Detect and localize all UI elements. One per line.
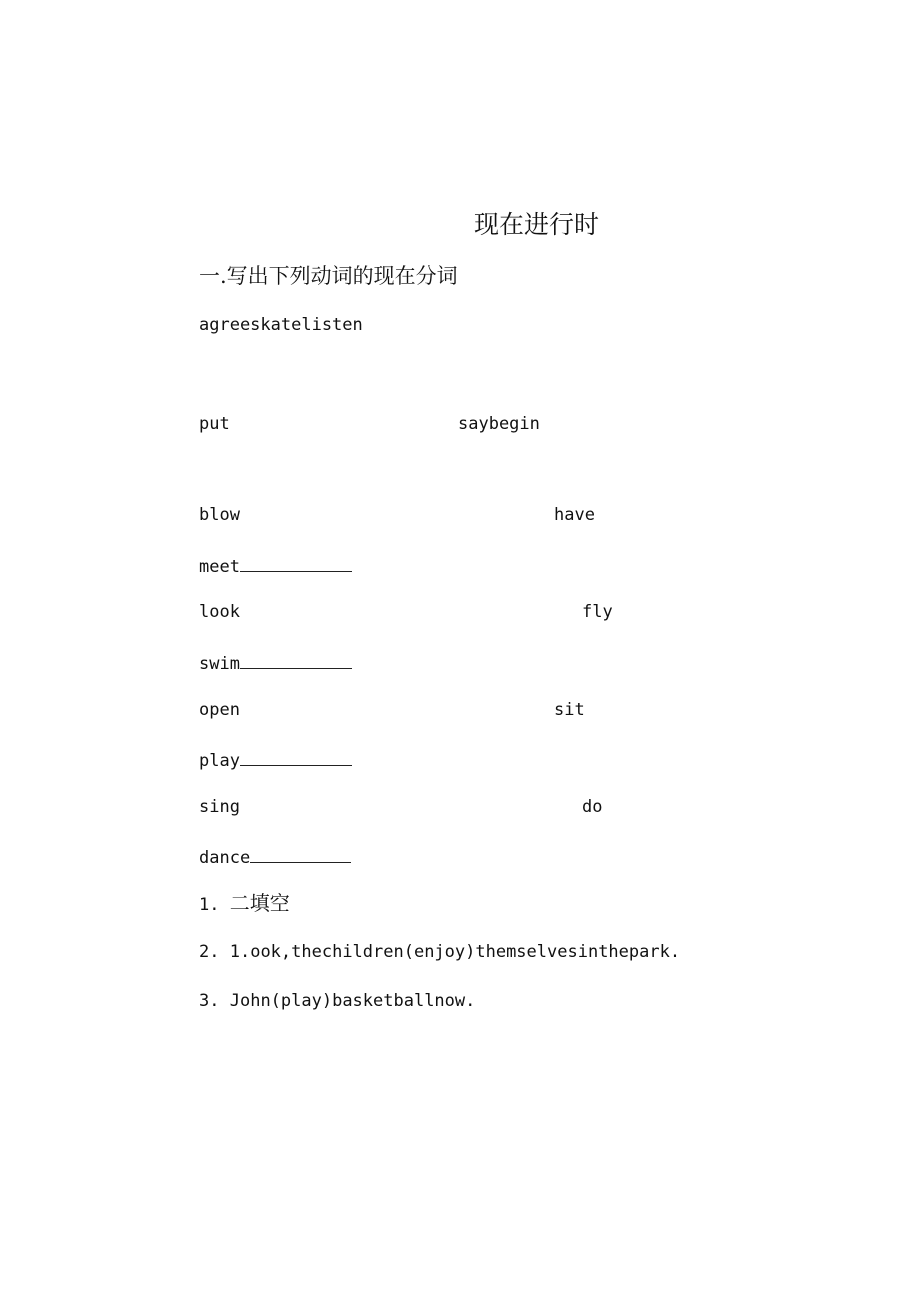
answer-blank[interactable]: [240, 554, 352, 572]
list-item-2: [199, 942, 680, 962]
verb-meet-row: [199, 554, 352, 577]
item-text: 1.ook,thechildren(enjoy)themselvesinthepark.: [229, 942, 681, 962]
verb-meet: meet: [199, 557, 240, 577]
verb-play-row: [199, 748, 352, 771]
verb-blow: blow: [199, 505, 240, 525]
verb-put: put: [199, 414, 230, 434]
verb-label: agreeskatelisten: [199, 315, 363, 335]
verb-play: play: [199, 751, 240, 771]
verb-dance-row: [199, 845, 351, 868]
item-number: 1.: [199, 895, 220, 915]
verb-say-begin: saybegin: [458, 414, 540, 434]
list-item-3: [199, 991, 475, 1011]
list-item-1: [199, 893, 290, 915]
section-one-heading: 一.写出下列动词的现在分词: [199, 264, 458, 288]
verb-open: open: [199, 700, 240, 720]
item-text: John(play)basketballnow.: [229, 991, 476, 1011]
page-title: 现在进行时: [474, 210, 600, 239]
verb-fly: fly: [582, 602, 613, 622]
verb-sing: sing: [199, 797, 240, 817]
verb-swim-row: [199, 651, 352, 674]
verb-row-agree-skate-listen: [199, 315, 363, 335]
item-number: 3.: [199, 991, 220, 1011]
verb-look: look: [199, 602, 240, 622]
verb-do: do: [582, 797, 603, 817]
item-text: 二填空: [229, 891, 290, 915]
verb-have: have: [554, 505, 595, 525]
answer-blank[interactable]: [240, 651, 352, 669]
answer-blank[interactable]: [250, 845, 351, 863]
item-number: 2.: [199, 942, 220, 962]
verb-sit: sit: [554, 700, 585, 720]
verb-dance: dance: [199, 848, 251, 868]
answer-blank[interactable]: [240, 748, 352, 766]
verb-swim: swim: [199, 654, 240, 674]
